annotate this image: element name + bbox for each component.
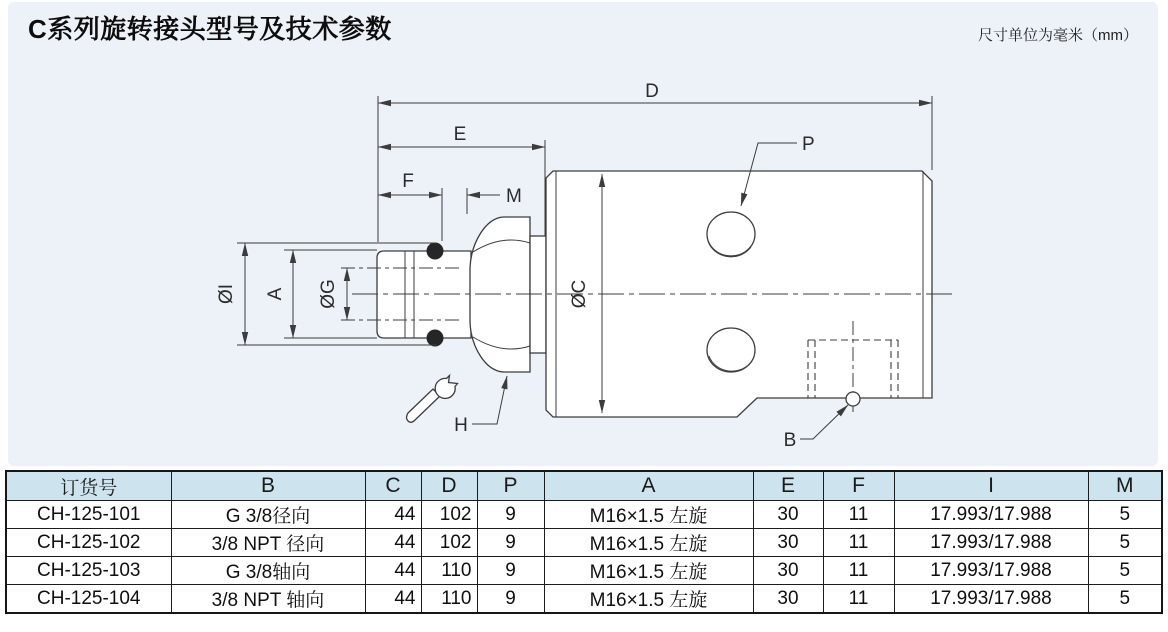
cell-c: 44 xyxy=(365,557,421,585)
cell-i: 17.993/17.988 xyxy=(894,585,1088,614)
table-row xyxy=(6,529,1162,557)
dim-label-dia-g: ØG xyxy=(318,279,339,309)
port-b-marker xyxy=(846,392,860,406)
cell-i: 17.993/17.988 xyxy=(894,557,1088,585)
cell-e: 30 xyxy=(753,557,823,585)
cell-b: G 3/8轴向 xyxy=(171,557,365,585)
cell-p: 9 xyxy=(477,585,544,614)
spec-table-body xyxy=(6,501,1162,614)
cell-f: 11 xyxy=(823,557,894,585)
cell-b: 3/8 NPT 轴向 xyxy=(171,585,365,614)
cell-c: 44 xyxy=(365,501,421,529)
cell-p: 9 xyxy=(477,501,544,529)
column-header-f: F xyxy=(823,471,894,501)
port-hole-top xyxy=(707,212,755,257)
cell-order-no: CH-125-104 xyxy=(6,585,171,614)
cell-e: 30 xyxy=(753,585,823,614)
column-header-order-no: 订货号 xyxy=(6,471,171,501)
cell-m: 5 xyxy=(1088,585,1162,614)
column-header-m: M xyxy=(1088,471,1162,501)
cell-f: 11 xyxy=(823,585,894,614)
port-hole-bottom xyxy=(707,328,755,372)
dim-label-b: B xyxy=(783,430,797,451)
cell-c: 44 xyxy=(365,585,421,614)
table-row xyxy=(6,557,1162,585)
cell-order-no: CH-125-103 xyxy=(6,557,171,585)
cell-a: M16×1.5 左旋 xyxy=(544,501,753,529)
cell-d: 102 xyxy=(421,529,477,557)
rotary-joint-drawing xyxy=(341,171,957,422)
cell-a: M16×1.5 左旋 xyxy=(544,557,753,585)
cell-m: 5 xyxy=(1088,557,1162,585)
page-title: C系列旋转接头型号及技术参数 xyxy=(28,14,392,44)
o-ring-seal-bottom xyxy=(427,330,444,347)
dim-label-e: E xyxy=(453,124,467,145)
cell-f: 11 xyxy=(823,529,894,557)
table-row xyxy=(6,585,1162,614)
cell-b: 3/8 NPT 径向 xyxy=(171,529,365,557)
dim-label-dia-c: ØC xyxy=(569,279,590,309)
leader-b xyxy=(784,405,848,451)
cell-d: 110 xyxy=(421,585,477,614)
dim-label-p: P xyxy=(802,134,815,155)
column-header-c: C xyxy=(365,471,421,501)
cell-e: 30 xyxy=(753,529,823,557)
dim-label-f: F xyxy=(402,171,414,192)
cell-a: M16×1.5 左旋 xyxy=(544,585,753,614)
column-header-d: D xyxy=(421,471,477,501)
cell-e: 30 xyxy=(753,501,823,529)
cell-f: 11 xyxy=(823,501,894,529)
o-ring-seal-top xyxy=(427,243,444,260)
leader-h xyxy=(454,376,507,436)
cell-i: 17.993/17.988 xyxy=(894,501,1088,529)
column-header-e: E xyxy=(753,471,823,501)
wrench-icon xyxy=(407,376,458,423)
column-header-a: A xyxy=(544,471,753,501)
dim-label-a: A xyxy=(265,287,286,301)
cell-b: G 3/8径向 xyxy=(171,501,365,529)
cell-d: 102 xyxy=(421,501,477,529)
cell-order-no: CH-125-101 xyxy=(6,501,171,529)
dim-label-dia-i: ØI xyxy=(216,283,237,305)
cell-m: 5 xyxy=(1088,529,1162,557)
dim-label-d: D xyxy=(645,81,659,102)
cell-p: 9 xyxy=(477,557,544,585)
cell-order-no: CH-125-102 xyxy=(6,529,171,557)
cell-c: 44 xyxy=(365,529,421,557)
cell-i: 17.993/17.988 xyxy=(894,529,1088,557)
column-header-i: I xyxy=(894,471,1088,501)
dim-label-m: M xyxy=(506,186,522,207)
column-header-b: B xyxy=(171,471,365,501)
table-row xyxy=(6,501,1162,529)
cell-p: 9 xyxy=(477,529,544,557)
unit-note: 尺寸单位为毫米（mm） xyxy=(978,27,1138,44)
column-header-p: P xyxy=(477,471,544,501)
cell-m: 5 xyxy=(1088,501,1162,529)
cell-a: M16×1.5 左旋 xyxy=(544,529,753,557)
spec-table-header-row xyxy=(6,471,1162,501)
cell-d: 110 xyxy=(421,557,477,585)
spec-table xyxy=(5,470,1163,614)
dim-label-h: H xyxy=(454,415,468,436)
